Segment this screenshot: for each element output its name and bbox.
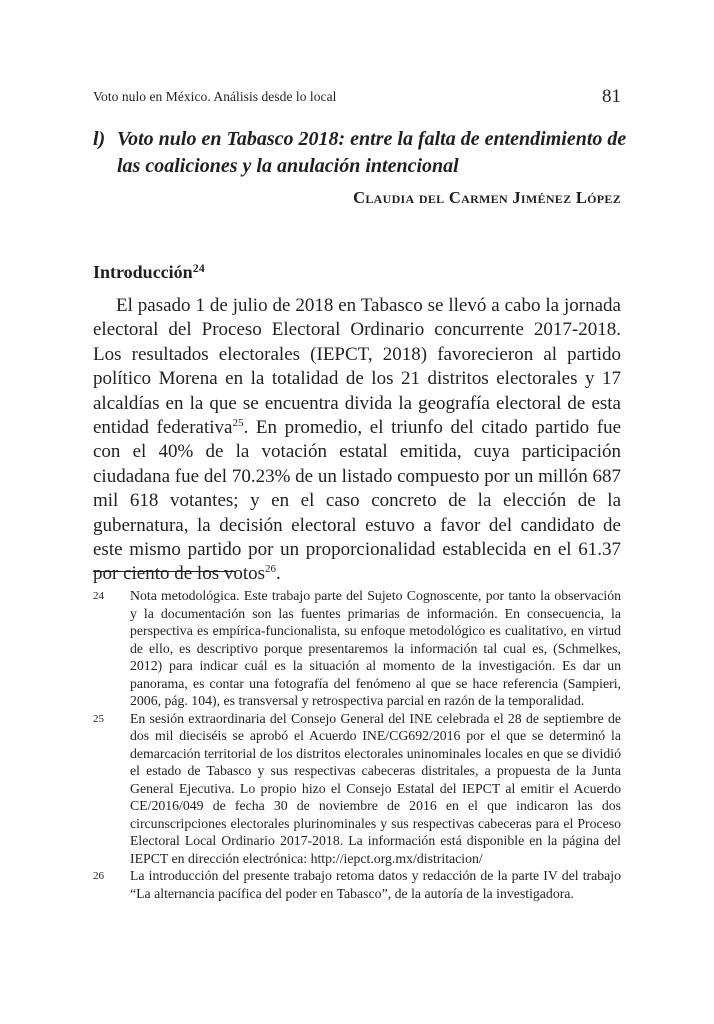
footnote-ref-26: 26 [265,563,277,576]
body-text-3: . [276,563,281,585]
footnote [93,710,621,868]
running-head [93,86,621,106]
section-heading-text: Introducción [93,262,193,282]
footnote [93,587,621,710]
footnote-ref-24: 24 [192,261,205,275]
author-name: Claudia del Carmen Jiménez López [353,188,621,207]
body-text-1: El pasado 1 de julio de 2018 en Tabasco se llevó a cabo la jornada electoral del Proceso Electoral Ordinario concurrente 2017-2018. Los resultados electorales (IEPCT, 2018) favorecieron al partido político Morena en la totalidad de los 21 distritos electorales y 17 alcaldías en la que se encuentra divida la geografía electoral de esta entidad federativa [93,295,621,439]
footnote-text: La introducción del presente trabajo retoma datos y redacción de la parte IV del trabajo “La alternancia pacífica del poder en Tabasco”, de la autoría de la investigadora. [130,868,621,901]
footnote-ref-25: 25 [232,417,244,430]
chapter-title: Voto nulo en Tabasco 2018: entre la falta de entendimiento de las coaliciones y la anulación intencional [117,128,627,177]
footnotes [93,587,621,902]
footnote-text: En sesión extraordinaria del Consejo General del INE celebrada el 28 de septiembre de dos mil dieciséis se aprobó el Acuerdo INE/CG692/2016 por el que se determinó la demarcación territorial de los distritos electorales uninominales locales en que se dividió el estado de Tabasco y sus respectivas cabeceras distritales, a propuesta de la Junta General Ejecutiva. Lo propio hizo el Consejo Estatal del IEPCT al emitir el Acuerdo CE/2016/049 de fecha 30 de noviembre de 2016 en el que indicaron las dos circunscripciones electorales plurinominales y sus respectivas cabeceras para el Proceso Electoral Local Ordinario 2017-2018. La información está disponible en la página del IEPCT en dirección electrónica: http://iepct.org.mx/distritacion/ [130,710,621,866]
running-head-title: Voto nulo en México. Análisis desde lo local [93,89,337,104]
chapter-marker: l) [93,128,106,150]
footnote [93,867,621,902]
body-paragraph [93,294,621,587]
footnote-number: 25 [93,712,104,725]
footnote-divider [93,571,236,572]
body-text-2: . En promedio, el triunfo del citado partido fue con el 40% de la votación estatal emitida, cuya participación ciudadana fue del 70.23% de un listado compuesto por un millón 687 mil 618 votantes; y en el caso concreto de la elección de la gubernatura, la decisión electoral estuvo a favor del candidato de este mismo partido por un proporcionalidad establecida en el 61.37 por ciento de los votos [93,417,622,585]
footnote-number: 26 [93,870,104,882]
footnote-text: Nota metodológica. Este trabajo parte del Sujeto Cognoscente, por tanto la observación y la documentación son las fuentes primarias de información. En consecuencia, la perspectiva es empírica-funcionalista, su enfoque metodológico es cualitativo, en virtud de ello, es descriptivo porque presentaremos la información tal cual es, (Schmelkes, 2012) para indicar cuál es la situación al momento de la investigación. Es dar un panorama, es contar una fotografía del fenómeno al que se hace referencia (Sampieri, 2006, pág. 104), es transversal y retrospectiva parcial en razón de la temporalidad. [130,588,621,708]
footnote-number: 24 [93,590,104,602]
section-heading [93,262,205,283]
page-number: 81 [602,86,621,107]
